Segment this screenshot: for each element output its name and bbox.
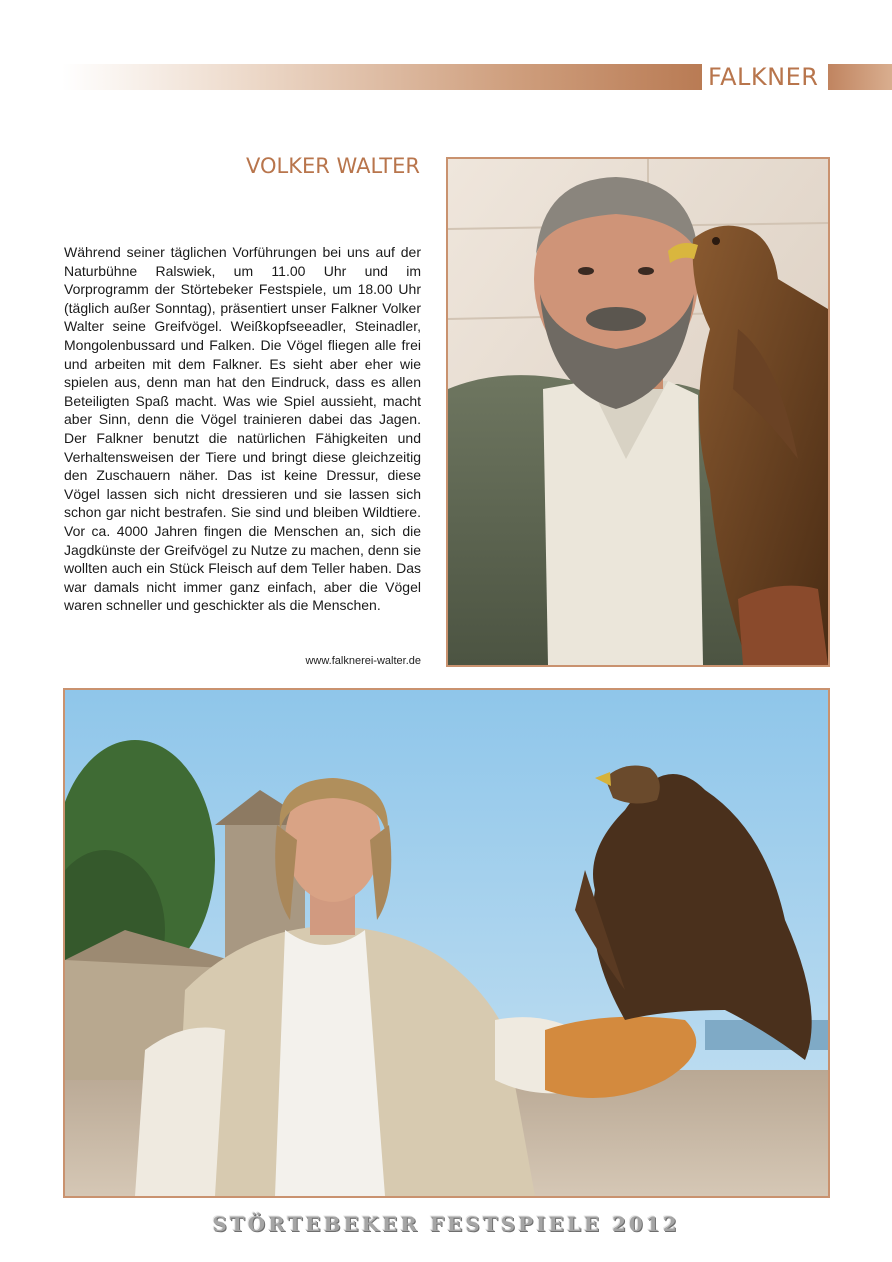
footer-festival-title: STÖRTEBEKER FESTSPIELE 2012 (212, 1212, 680, 1236)
article-title: VOLKER WALTER (245, 154, 420, 178)
article-body: Während seiner täglichen Vorführungen bei uns auf der Naturbühne Ralswiek, um 11.00 Uhr und im Vorprogramm der Störtebeker Festspiele, um 18.00 Uhr (täglich außer Sonntag), präsentiert unser Falkner Volker Walter seine Greifvögel. Weißkopfseeadler, Steinadler, Mongolenbussard und Falken. Die Vögel fliegen alle frei und arbeiten mit dem Falkner. Es sieht aber eher wie spielen aus, denn man hat den Eindruck, dass es allen Beteiligten Spaß macht. Was wie Spiel aussieht, macht aber Sinn, denn die Vögel trainieren dabei das Jagen. Der Falkner benutzt die natürlichen Fähigkeiten und Verhaltensweisen der Tiere und bringt diese gleichzeitig den Zuschauern näher. Das ist keine Dressur, diese Vögel lassen sich nicht dressieren und sie lassen sich schon gar nicht bestrafen. Sie sind und bleiben Wildtiere. Vor ca. 4000 Jahren fingen die Menschen an, sich die Jagdkünste der Greifvögel zu Nutze zu machen, denn sie wollten auch ein Stück Fleisch auf dem Teller haben. Das war damals nicht immer ganz einfach, aber die Vögel waren schneller und geschickter als die Menschen. (64, 244, 421, 614)
section-title: FALKNER (708, 63, 819, 91)
website-link[interactable]: www.falknerei-walter.de (305, 655, 421, 667)
falconer-eagle-illustration (65, 690, 828, 1196)
photo-falconer-with-eagle (63, 688, 830, 1198)
header-accent-block (828, 64, 892, 90)
photo-falconer-portrait (446, 157, 830, 667)
header-gradient-bar (62, 64, 702, 90)
falconer-portrait-illustration (448, 159, 828, 665)
